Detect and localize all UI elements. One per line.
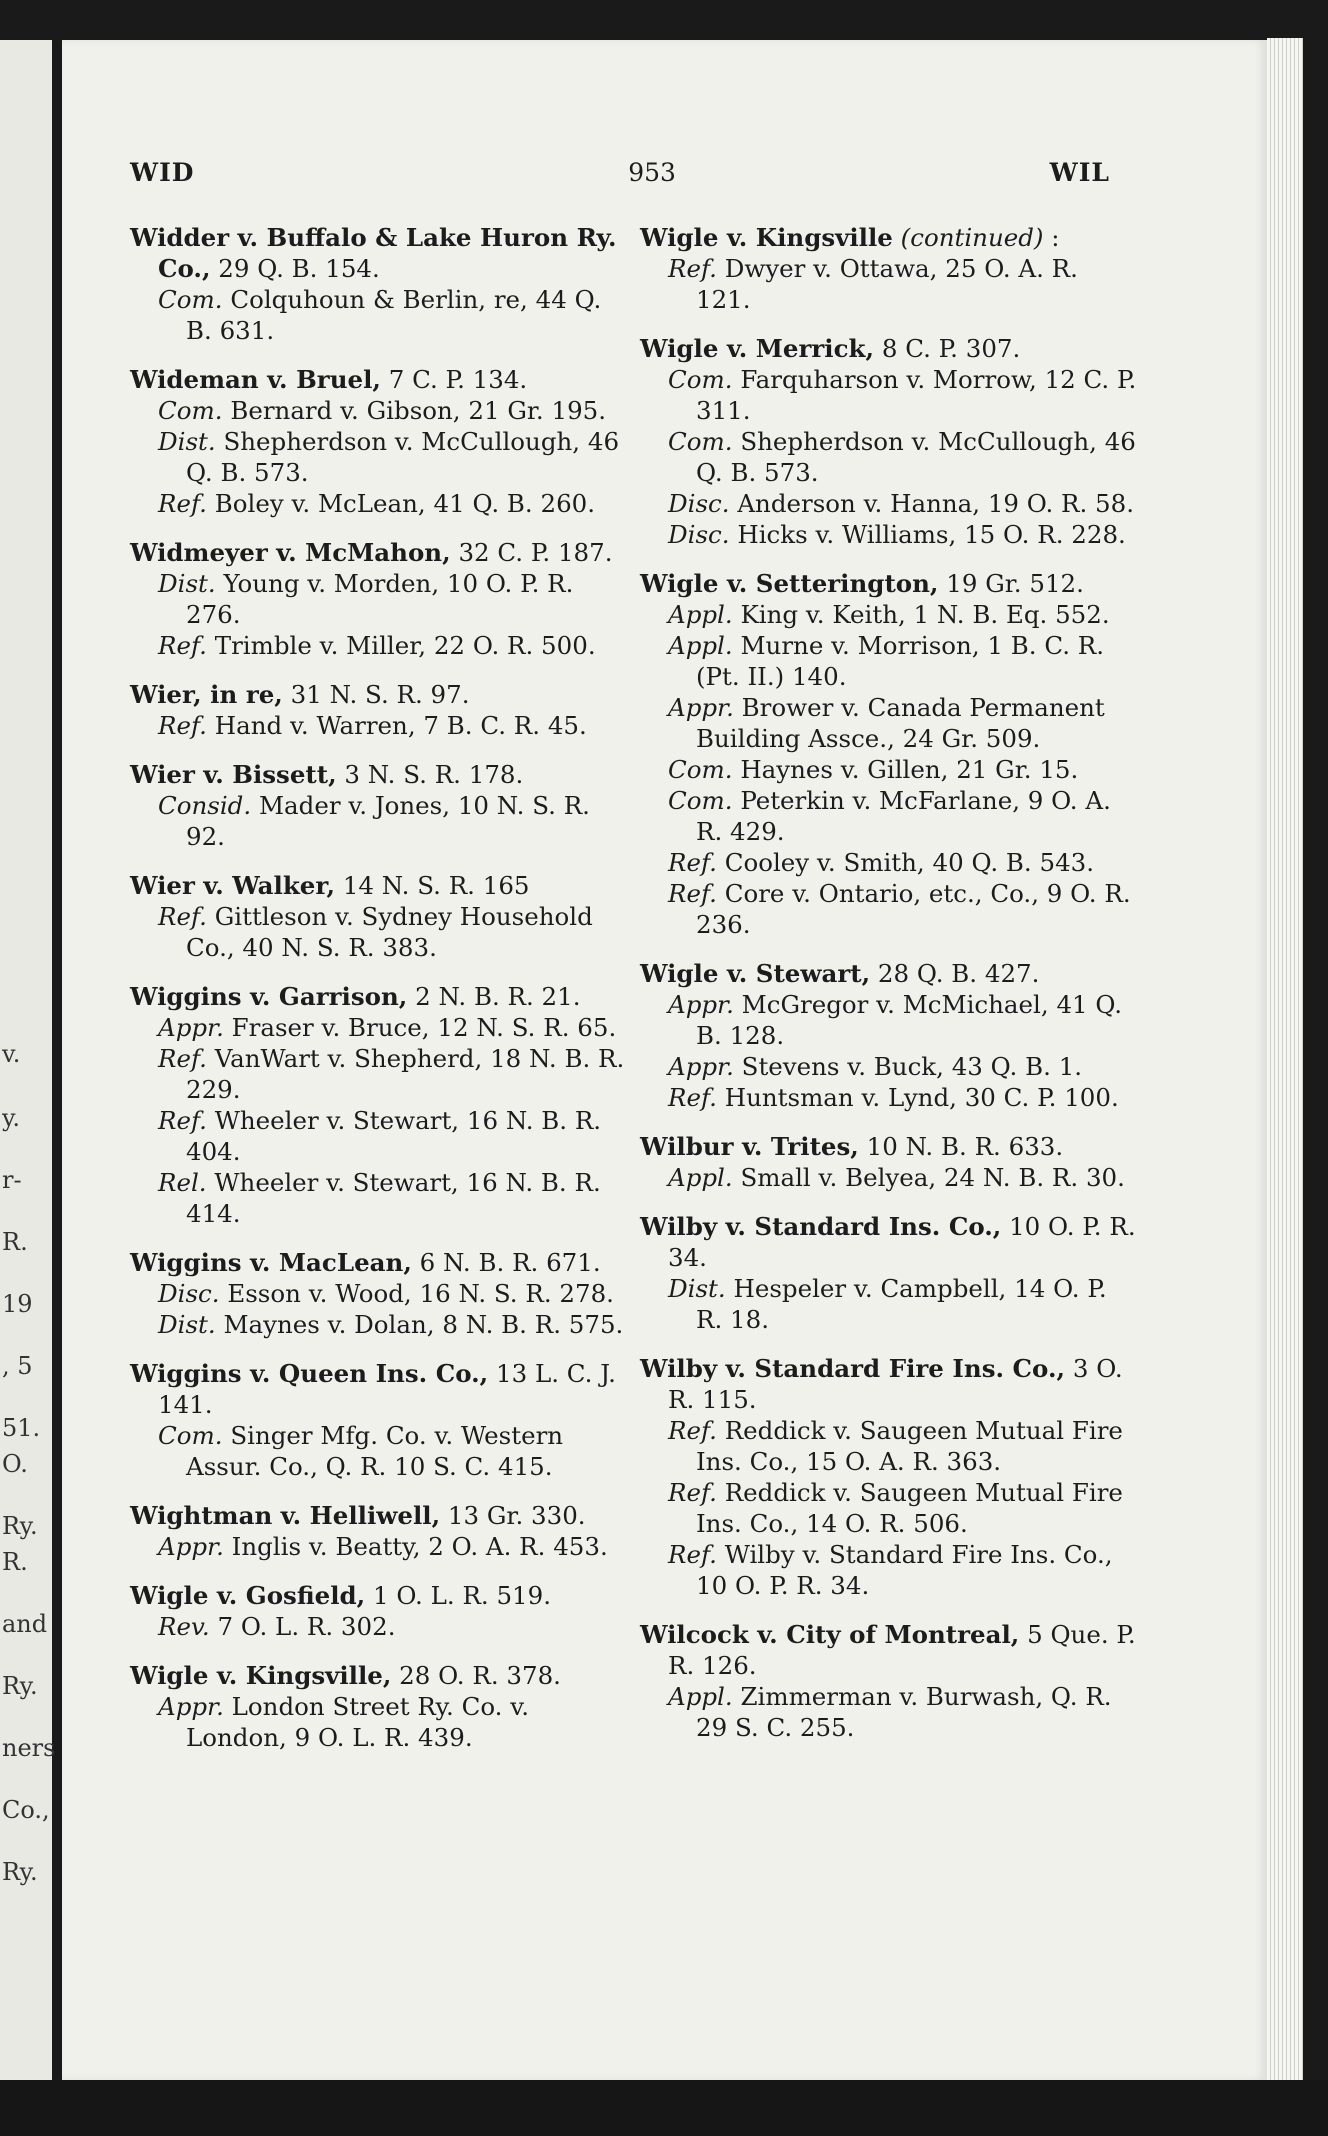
- case-heading: [130, 1660, 630, 1691]
- reference-text: Stevens v. Buck, 43 Q. B. 1.: [733, 1052, 1083, 1081]
- treatment-abbreviation: Ref.: [158, 902, 207, 931]
- page-stack-edges: [1267, 38, 1303, 2082]
- case-heading: [130, 364, 630, 395]
- case-citation: 7 C. P. 134.: [380, 365, 528, 394]
- treatment-abbreviation: Ref.: [668, 848, 717, 877]
- case-heading: [640, 1131, 1140, 1162]
- treatment-abbreviation: Dist.: [158, 569, 216, 598]
- case-citation: 28 Q. B. 427.: [870, 959, 1040, 988]
- citing-reference: [130, 1309, 630, 1340]
- case-name: Wigle v. Kingsville: [640, 223, 893, 252]
- reference-text: Anderson v. Hanna, 19 O. R. 58.: [729, 489, 1135, 518]
- treatment-abbreviation: Disc.: [668, 489, 730, 518]
- adjacent-page-text-fragment: 51.: [2, 1414, 41, 1442]
- treatment-abbreviation: Appr.: [158, 1692, 224, 1721]
- reference-text: Hespeler v. Campbell, 14 O. P. R. 18.: [696, 1274, 1107, 1334]
- citing-reference: [640, 426, 1140, 488]
- citing-reference: [640, 1051, 1140, 1082]
- reference-text: Shepherdson v. McCullough, 46 Q. B. 573.: [186, 427, 620, 487]
- case-name: Wilby v. Standard Fire Ins. Co.,: [640, 1354, 1066, 1383]
- reference-text: Fraser v. Bruce, 12 N. S. R. 65.: [223, 1013, 617, 1042]
- citing-reference: [640, 1273, 1140, 1335]
- treatment-abbreviation: Disc.: [668, 520, 730, 549]
- treatment-abbreviation: Com.: [668, 365, 733, 394]
- case-entry: [130, 870, 630, 963]
- reference-text: Hand v. Warren, 7 B. C. R. 45.: [206, 711, 587, 740]
- citing-reference: [640, 847, 1140, 878]
- reference-text: Zimmerman v. Burwash, Q. R. 29 S. C. 255.: [696, 1682, 1112, 1742]
- adjacent-page-text-fragment: , 5: [2, 1352, 33, 1380]
- reference-text: Gittleson v. Sydney Household Co., 40 N. S. R. 383.: [186, 902, 593, 962]
- case-entry: [130, 1500, 630, 1562]
- citing-reference: [640, 519, 1140, 550]
- citing-reference: [640, 630, 1140, 692]
- treatment-abbreviation: Ref.: [668, 1416, 717, 1445]
- case-entry: [640, 333, 1140, 550]
- treatment-abbreviation: Dist.: [158, 1310, 216, 1339]
- citing-reference: [640, 989, 1140, 1051]
- reference-text: King v. Keith, 1 N. B. Eq. 552.: [732, 600, 1110, 629]
- case-name: Wigle v. Gosfield,: [130, 1581, 366, 1610]
- citing-reference: [130, 1691, 630, 1753]
- citing-reference: [130, 1012, 630, 1043]
- case-entry: [640, 1211, 1140, 1335]
- header-left-guide-word: WID: [130, 158, 195, 187]
- adjacent-page-text-fragment: Ry.: [2, 1672, 38, 1700]
- case-heading: [130, 1247, 630, 1278]
- treatment-abbreviation: Ref.: [158, 1106, 207, 1135]
- reference-text: Hicks v. Williams, 15 O. R. 228.: [729, 520, 1126, 549]
- running-head: [130, 158, 1110, 187]
- reference-text: Shepherdson v. McCullough, 46 Q. B. 573.: [696, 427, 1136, 487]
- adjacent-page-text-fragment: R.: [2, 1548, 28, 1576]
- citing-reference: [130, 710, 630, 741]
- reference-text: Maynes v. Dolan, 8 N. B. R. 575.: [215, 1310, 624, 1339]
- citing-reference: [130, 488, 630, 519]
- case-entry: [130, 1247, 630, 1340]
- treatment-abbreviation: Appr.: [668, 1052, 734, 1081]
- citing-reference: [640, 692, 1140, 754]
- treatment-abbreviation: Appl.: [668, 1163, 733, 1192]
- case-entry: [640, 222, 1140, 315]
- case-name: Wigle v. Kingsville,: [130, 1661, 392, 1690]
- case-name: Wilbur v. Trites,: [640, 1132, 859, 1161]
- case-entry: [640, 1353, 1140, 1601]
- case-entry: [130, 1358, 630, 1482]
- reference-text: 7 O. L. R. 302.: [209, 1612, 396, 1641]
- reference-text: Mader v. Jones, 10 N. S. R. 92.: [186, 791, 590, 851]
- case-name: Widder v. Buffalo & Lake Huron Ry. Co.,: [130, 223, 617, 283]
- reference-text: Peterkin v. McFarlane, 9 O. A. R. 429.: [696, 786, 1111, 846]
- citing-reference: [130, 790, 630, 852]
- reference-text: Cooley v. Smith, 40 Q. B. 543.: [716, 848, 1095, 877]
- treatment-abbreviation: Com.: [158, 285, 223, 314]
- adjacent-page-text-fragment: r-: [2, 1166, 22, 1194]
- adjacent-page-text-fragment: Ry.: [2, 1512, 38, 1540]
- case-name: Widmeyer v. McMahon,: [130, 538, 451, 567]
- citing-reference: [130, 901, 630, 963]
- citing-reference: [640, 1681, 1140, 1743]
- citing-reference: [640, 253, 1140, 315]
- case-heading: [130, 222, 630, 284]
- case-citation: 8 C. P. 307.: [874, 334, 1021, 363]
- treatment-abbreviation: Appr.: [158, 1013, 224, 1042]
- reference-text: Brower v. Canada Permanent Building Assce., 24 Gr. 509.: [696, 693, 1105, 753]
- header-right-guide-word: WIL: [1049, 158, 1110, 187]
- reference-text: London Street Ry. Co. v. London, 9 O. L. R. 439.: [186, 1692, 529, 1752]
- treatment-abbreviation: Ref.: [668, 1083, 717, 1112]
- adjacent-page-text-fragment: R.: [2, 1228, 28, 1256]
- case-name: Wiggins v. MacLean,: [130, 1248, 412, 1277]
- citing-reference: [130, 1531, 630, 1562]
- citing-reference: [640, 785, 1140, 847]
- right-column: [640, 222, 1140, 1761]
- case-citation: 2 N. B. R. 21.: [407, 982, 581, 1011]
- citing-reference: [130, 1420, 630, 1482]
- case-heading: [640, 1619, 1140, 1681]
- treatment-abbreviation: Ref.: [158, 489, 207, 518]
- reference-text: Inglis v. Beatty, 2 O. A. R. 453.: [223, 1532, 608, 1561]
- treatment-abbreviation: Disc.: [158, 1279, 220, 1308]
- reference-text: Boley v. McLean, 41 Q. B. 260.: [206, 489, 596, 518]
- case-name: Wideman v. Bruel,: [130, 365, 381, 394]
- continued-note: (continued): [900, 223, 1044, 252]
- case-entry: [130, 1580, 630, 1642]
- case-name: Wightman v. Helliwell,: [130, 1501, 441, 1530]
- page-number: 953: [628, 158, 676, 187]
- reference-text: Singer Mfg. Co. v. Western Assur. Co., Q. R. 10 S. C. 415.: [186, 1421, 564, 1481]
- case-entry: [640, 958, 1140, 1113]
- citing-reference: [640, 1415, 1140, 1477]
- treatment-abbreviation: Appr.: [158, 1532, 224, 1561]
- case-citation: 3 O. R. 115.: [668, 1354, 1123, 1414]
- case-entry: [130, 364, 630, 519]
- case-name: Wiggins v. Garrison,: [130, 982, 408, 1011]
- treatment-abbreviation: Com.: [668, 755, 733, 784]
- adjacent-page-text-fragment: y.: [2, 1104, 20, 1132]
- reference-text: Wheeler v. Stewart, 16 N. B. R. 414.: [186, 1168, 601, 1228]
- citing-reference: [130, 395, 630, 426]
- treatment-abbreviation: Dist.: [158, 427, 216, 456]
- citing-reference: [640, 1162, 1140, 1193]
- case-citation: 10 O. P. R. 34.: [668, 1212, 1136, 1272]
- treatment-abbreviation: Dist.: [668, 1274, 726, 1303]
- case-entry: [130, 537, 630, 661]
- adjacent-page-text-fragment: v.: [2, 1040, 21, 1068]
- case-citation: 31 N. S. R. 97.: [282, 680, 470, 709]
- case-heading: [130, 1500, 630, 1531]
- treatment-abbreviation: Appl.: [668, 631, 733, 660]
- case-name: Wigle v. Setterington,: [640, 569, 939, 598]
- left-column: [130, 222, 630, 1771]
- treatment-abbreviation: Ref.: [668, 254, 717, 283]
- reference-text: Haynes v. Gillen, 21 Gr. 15.: [732, 755, 1079, 784]
- reference-text: Wheeler v. Stewart, 16 N. B. R. 404.: [186, 1106, 602, 1166]
- case-name: Wigle v. Stewart,: [640, 959, 871, 988]
- case-entry: [640, 1131, 1140, 1193]
- treatment-abbreviation: Com.: [668, 427, 733, 456]
- treatment-abbreviation: Ref.: [158, 711, 207, 740]
- case-heading: [130, 537, 630, 568]
- treatment-abbreviation: Com.: [668, 786, 733, 815]
- case-heading: [130, 1358, 630, 1420]
- case-citation: 1 O. L. R. 519.: [365, 1581, 552, 1610]
- reference-text: Small v. Belyea, 24 N. B. R. 30.: [732, 1163, 1125, 1192]
- case-citation: 32 C. P. 187.: [450, 538, 613, 567]
- reference-text: Colquhoun & Berlin, re, 44 Q. B. 631.: [186, 285, 602, 345]
- citing-reference: [640, 754, 1140, 785]
- reference-text: Wilby v. Standard Fire Ins. Co., 10 O. P. R. 34.: [696, 1540, 1113, 1600]
- case-entry: [130, 981, 630, 1229]
- case-name: Wier v. Bissett,: [130, 760, 337, 789]
- treatment-abbreviation: Ref.: [158, 1044, 207, 1073]
- case-heading: [130, 679, 630, 710]
- scan-background: [0, 2080, 1328, 2136]
- citing-reference: [130, 568, 630, 630]
- citing-reference: [130, 1611, 630, 1642]
- reference-text: Dwyer v. Ottawa, 25 O. A. R. 121.: [696, 254, 1078, 314]
- treatment-abbreviation: Rev.: [158, 1612, 210, 1641]
- citing-reference: [640, 1477, 1140, 1539]
- case-citation: 13 Gr. 330.: [440, 1501, 586, 1530]
- treatment-abbreviation: Com.: [158, 396, 223, 425]
- case-citation: 29 Q. B. 154.: [210, 254, 380, 283]
- reference-text: Core v. Ontario, etc., Co., 9 O. R. 236.: [696, 879, 1131, 939]
- case-entry: [130, 679, 630, 741]
- citing-reference: [130, 630, 630, 661]
- treatment-abbreviation: Appr.: [668, 990, 734, 1019]
- case-citation: 3 N. S. R. 178.: [336, 760, 524, 789]
- case-name: Wilcock v. City of Montreal,: [640, 1620, 1020, 1649]
- treatment-abbreviation: Appl.: [668, 600, 733, 629]
- treatment-abbreviation: Com.: [158, 1421, 223, 1450]
- case-name: Wigle v. Merrick,: [640, 334, 875, 363]
- reference-text: Reddick v. Saugeen Mutual Fire Ins. Co., 14 O. R. 506.: [696, 1478, 1123, 1538]
- reference-text: Murne v. Morrison, 1 B. C. R. (Pt. II.) 140.: [696, 631, 1105, 691]
- case-heading: [640, 1353, 1140, 1415]
- citing-reference: [130, 1278, 630, 1309]
- treatment-abbreviation: Ref.: [668, 1540, 717, 1569]
- citing-reference: [130, 284, 630, 346]
- case-heading: [640, 958, 1140, 989]
- case-entry: [130, 1660, 630, 1753]
- case-entry: [130, 222, 630, 346]
- case-entry: [130, 759, 630, 852]
- case-entry: [640, 1619, 1140, 1743]
- case-heading: [130, 870, 630, 901]
- reference-text: McGregor v. McMichael, 41 Q. B. 128.: [696, 990, 1123, 1050]
- case-citation: 10 N. B. R. 633.: [858, 1132, 1064, 1161]
- case-heading: [130, 981, 630, 1012]
- treatment-abbreviation: Ref.: [158, 631, 207, 660]
- case-heading: [640, 222, 1140, 253]
- case-entry: [640, 568, 1140, 940]
- treatment-abbreviation: Appr.: [668, 693, 734, 722]
- adjacent-page-text-fragment: Co.,: [2, 1796, 50, 1824]
- case-citation: 5 Que. P. R. 126.: [668, 1620, 1136, 1680]
- treatment-abbreviation: Rel.: [158, 1168, 207, 1197]
- citing-reference: [640, 488, 1140, 519]
- case-citation: 14 N. S. R. 165: [335, 871, 530, 900]
- treatment-abbreviation: Ref.: [668, 1478, 717, 1507]
- case-citation: 19 Gr. 512.: [938, 569, 1084, 598]
- reference-text: Reddick v. Saugeen Mutual Fire Ins. Co., 15 O. A. R. 363.: [696, 1416, 1123, 1476]
- case-name: Wiggins v. Queen Ins. Co.,: [130, 1359, 489, 1388]
- case-citation: 13 L. C. J. 141.: [158, 1359, 616, 1419]
- reference-text: Young v. Morden, 10 O. P. R. 276.: [186, 569, 574, 629]
- reference-text: VanWart v. Shepherd, 18 N. B. R. 229.: [186, 1044, 625, 1104]
- reference-text: Huntsman v. Lynd, 30 C. P. 100.: [716, 1083, 1119, 1112]
- adjacent-page-edge: [0, 40, 56, 2120]
- adjacent-page-text-fragment: and: [2, 1610, 48, 1638]
- citing-reference: [130, 1105, 630, 1167]
- citing-reference: [640, 878, 1140, 940]
- adjacent-page-text-fragment: ners: [2, 1734, 56, 1762]
- adjacent-page-text-fragment: 19: [2, 1290, 33, 1318]
- citing-reference: [640, 599, 1140, 630]
- reference-text: Esson v. Wood, 16 N. S. R. 278.: [219, 1279, 614, 1308]
- reference-text: Bernard v. Gibson, 21 Gr. 195.: [222, 396, 607, 425]
- case-citation: :: [1043, 223, 1060, 252]
- treatment-abbreviation: Consid.: [158, 791, 252, 820]
- treatment-abbreviation: Ref.: [668, 879, 717, 908]
- citing-reference: [640, 1539, 1140, 1601]
- citing-reference: [130, 1167, 630, 1229]
- citing-reference: [640, 364, 1140, 426]
- case-citation: 6 N. B. R. 671.: [411, 1248, 601, 1277]
- case-heading: [640, 1211, 1140, 1273]
- adjacent-page-text-fragment: O.: [2, 1450, 28, 1478]
- case-name: Wier, in re,: [130, 680, 283, 709]
- treatment-abbreviation: Appl.: [668, 1682, 733, 1711]
- reference-text: Farquharson v. Morrow, 12 C. P. 311.: [696, 365, 1137, 425]
- reference-text: Trimble v. Miller, 22 O. R. 500.: [206, 631, 596, 660]
- case-citation: 28 O. R. 378.: [391, 1661, 561, 1690]
- case-heading: [130, 1580, 630, 1611]
- case-name: Wier v. Walker,: [130, 871, 336, 900]
- citing-reference: [130, 426, 630, 488]
- adjacent-page-text-fragment: Ry.: [2, 1858, 38, 1886]
- case-heading: [640, 568, 1140, 599]
- citing-reference: [130, 1043, 630, 1105]
- citing-reference: [640, 1082, 1140, 1113]
- case-heading: [640, 333, 1140, 364]
- case-name: Wilby v. Standard Ins. Co.,: [640, 1212, 1002, 1241]
- case-heading: [130, 759, 630, 790]
